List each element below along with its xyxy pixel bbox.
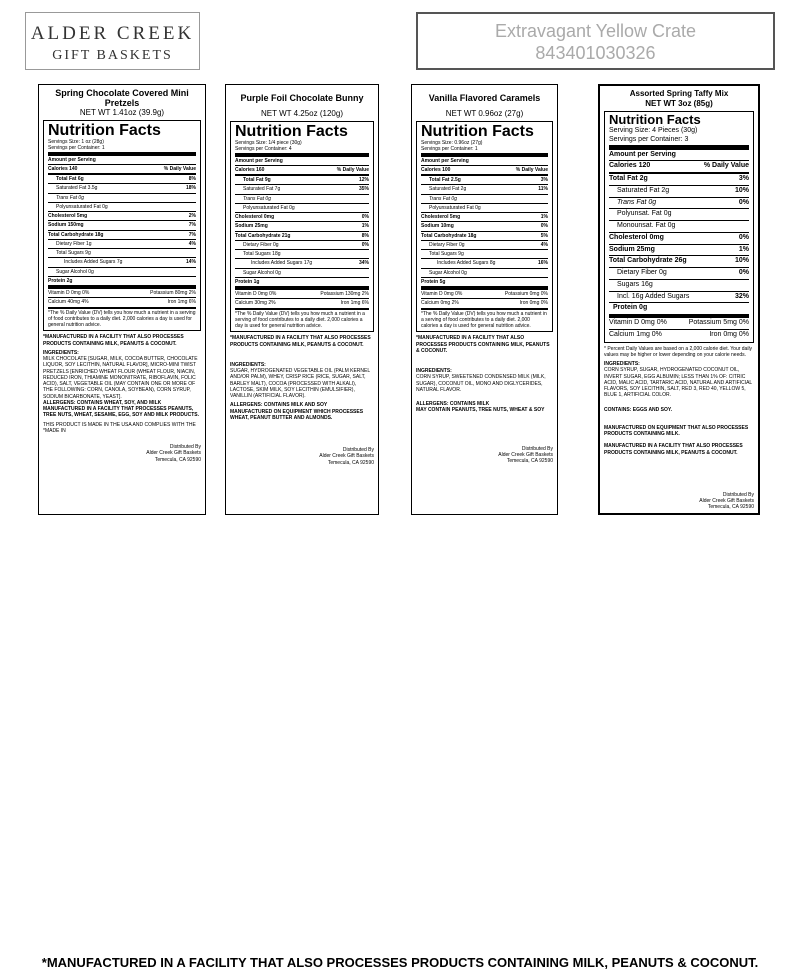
servings-per-container: Servings per Container: 1: [421, 146, 478, 153]
facility-notice: *MANUFACTURED IN A FACILITY THAT ALSO PROCESSES PRODUCTS CONTAINING MILK, PEANUTS & COCONUT.: [230, 335, 371, 348]
cholesterol-row: Cholesterol 0mg 0%: [609, 232, 749, 244]
allergens: ALLERGENS: CONTAINS MILK AND SOY: [230, 402, 328, 409]
product-name-box: [416, 12, 775, 70]
distributor-line-3: Temecula, CA 92590: [506, 458, 553, 464]
distributor-line-3: Temecula, CA 92590: [707, 504, 754, 511]
sugars-row: Sugars 16g: [609, 279, 749, 291]
facility-notice: *MANUFACTURED IN A FACILITY THAT ALSO PROCESSES PRODUCTS CONTAINING MILK, PEANUTS & COCONUT.: [416, 335, 550, 354]
sugar-alcohol-row: Sugar Alcohol 0g: [421, 268, 548, 277]
serving-size: Servings Size: 1/4 piece (30g): [235, 140, 302, 146]
poly-fat-row: Polyunsaturated Fat 0g: [235, 203, 369, 212]
calories-row: Calories 100 % Daily Value: [421, 166, 548, 173]
carb-row: Total Carbohydrate 18g 7%: [48, 231, 196, 238]
logo-line-2: GIFT BASKETS: [52, 48, 173, 63]
servings-per-container: Servings per Container: 4: [235, 146, 292, 153]
vitamin-row: Vitamin D 0mg 0% Potassium 80mg 2%: [48, 285, 196, 297]
calories-row: Calories 140 % Daily Value: [48, 165, 196, 172]
sodium-row: Sodium 10mg 0%: [421, 223, 548, 230]
vitamin-row: Vitamin D 0mg 0% Potassium 0mg 0%: [421, 286, 548, 298]
panel-net-weight: NET WT 1.41oz (39.9g): [79, 108, 165, 117]
panel-net-weight: NET WT 3oz (85g): [645, 99, 713, 108]
allergens-facility: MANUFACTURED IN A FACILITY THAT PROCESSES PEANUTS, TREE NUTS, WHEAT, SESAME, EGG, SOY AND MILK PRODUCTS.: [43, 406, 200, 419]
nutrition-facts-box: [604, 111, 754, 343]
distributor: [416, 446, 553, 465]
allergens: ALLERGENS: CONTAINS WHEAT, SOY, AND MILK: [43, 399, 162, 406]
added-sugars-row: Includes Added Sugars 7g 14%: [48, 257, 196, 266]
poly-fat-row: Polyunsaturated Fat 0g: [421, 203, 548, 212]
fiber-row: Dietary Fiber 1g 4%: [48, 239, 196, 248]
protein-row: Protein 2g: [48, 276, 196, 285]
distributor-line-2: Alder Creek Gift Baskets: [319, 453, 374, 460]
facility-notice: MANUFACTURED IN A FACILITY THAT ALSO PROCESSES PRODUCTS CONTAINING MILK, PEANUTS & COCONUT.: [604, 443, 743, 456]
distributor-line-2: Alder Creek Gift Baskets: [498, 451, 553, 458]
sodium-row: Sodium 150mg 7%: [48, 222, 196, 229]
distributor-line-3: Temecula, CA 92590: [327, 459, 374, 466]
calories-row: Calories 120 % Daily Value: [609, 160, 749, 172]
sat-fat-row: Saturated Fat 2g 11%: [421, 184, 548, 193]
nutrition-facts-heading: Nutrition Facts: [421, 123, 534, 140]
nutrition-facts-heading: Nutrition Facts: [609, 112, 701, 127]
fiber-row: Dietary Fiber 0g 0%: [235, 240, 369, 249]
label-panel-taffy: [598, 84, 760, 515]
equipment-notice: MANUFACTURED ON EQUIPMENT THAT ALSO PROCESSES PRODUCTS CONTAINING MILK.: [604, 424, 749, 437]
amount-per-serving: Amount per Serving: [609, 145, 749, 161]
sat-fat-row: Saturated Fat 2g 10%: [609, 185, 749, 197]
sodium-row: Sodium 25mg 1%: [609, 244, 749, 256]
allergens: ALLERGENS: CONTAINS MILK: [416, 401, 490, 407]
nutrition-facts-heading: Nutrition Facts: [48, 122, 161, 139]
bottom-facility-notice: *MANUFACTURED IN A FACILITY THAT ALSO PROCESSES PRODUCTS CONTAINING MILK, PEANUTS & COCONUT.: [41, 955, 759, 970]
poly-fat-row: Polyunsat. Fat 0g: [609, 208, 749, 220]
calcium-row: Calcium 0mg 2% Iron 0mg 0%: [421, 300, 548, 307]
total-fat-row: Total Fat 9g 12%: [235, 174, 369, 184]
panel-net-weight: NET WT 0.96oz (27g): [445, 109, 524, 118]
total-fat-row: Total Fat 6g 8%: [48, 173, 196, 183]
product-name: Extravagant Yellow Crate: [494, 21, 697, 41]
added-sugars-row: Includes Added Sugars 8g 16%: [421, 258, 548, 267]
calcium-row: Calcium 1mg 0% Iron 0mg 0%: [609, 329, 749, 341]
panel-title: Assorted Spring Taffy Mix: [629, 89, 729, 98]
fiber-row: Dietary Fiber 0g 4%: [421, 240, 548, 249]
panel-title: Spring Chocolate Covered Mini Pretzels: [55, 88, 189, 108]
carb-row: Total Carbohydrate 21g 8%: [235, 232, 369, 239]
distributor-line-3: Temecula, CA 92590: [154, 456, 201, 463]
added-sugars-row: Includes Added Sugars 17g 34%: [235, 258, 369, 267]
serving-size: Servings Size: 0.96oz (27g): [421, 140, 483, 146]
panel-title: Purple Foil Chocolate Bunny: [240, 93, 364, 103]
distributor: [43, 444, 201, 463]
added-sugars-row: Incl. 16g Added Sugars 32%: [609, 291, 749, 303]
carb-row: Total Carbohydrate 26g 10%: [609, 255, 749, 267]
ingredients-heading: INGREDIENTS:: [43, 349, 79, 356]
ingredients-text: CORN SYRUP, SUGAR, HYDROGENATED COCONUT OIL, INVERT SUGAR, EGG ALBUMIN; LESS THAN 1% OF: CITRIC ACID, MALIC ACID, TARTARIC ACID, NATURAL AND ARTIFICIAL FLAVORS, SOY LECITHIN, SALT, RED 3, RED 40, YELLOW 5, BLUE 1, ARTIFICIAL COLOR.: [604, 367, 752, 399]
distributor: [230, 447, 374, 466]
distributor: [604, 492, 754, 511]
ingredients-text: CORN SYRUP, SWEETENED CONDENSED MILK (MILK, SUGAR), COCONUT OIL, MONO AND DIGLYCERIDES, NATURAL FLAVOR.: [416, 374, 546, 393]
amount-per-serving: Amount per Serving: [48, 152, 196, 164]
ingredients-heading: INGREDIENTS:: [604, 361, 640, 367]
amount-per-serving: Amount per Serving: [235, 153, 369, 165]
protein-row: Protein 5g: [421, 277, 548, 286]
cholesterol-row: Cholesterol 0mg 0%: [235, 214, 369, 220]
fiber-row: Dietary Fiber 0g 0%: [609, 267, 749, 279]
total-fat-row: Total Fat 2.5g 3%: [421, 174, 548, 184]
poly-fat-row: Polyunsaturated Fat 0g: [48, 202, 196, 211]
label-panel-pretzels: [38, 84, 206, 515]
nutrition-facts-box: [230, 121, 374, 332]
servings-per-container: Servings per Container: 3: [609, 135, 689, 143]
trans-fat-row: Trans Fat 0g: [421, 194, 548, 203]
allergens-facility: MAY CONTAIN PEANUTS, TREE NUTS, WHEAT & SOY: [416, 407, 545, 414]
brand-logo: [25, 12, 200, 70]
protein-row: Protein 0g: [609, 302, 749, 314]
protein-row: Protein 1g: [235, 277, 369, 286]
sugars-row: Total Sugars 9g: [48, 248, 196, 257]
distributor-line-2: Alder Creek Gift Baskets: [146, 450, 201, 457]
allergens-facility: MANUFACTURED ON EQUIPMENT WHICH PROCESSES WHEAT, PEANUT BUTTER AND ALMONDS.: [230, 408, 364, 421]
vitamin-row: Vitamin D 0mg 0% Potassium 5mg 0%: [609, 314, 749, 329]
distributor-line-1: Distributed By: [722, 491, 754, 498]
cholesterol-row: Cholesterol 5mg 1%: [421, 214, 548, 220]
sat-fat-row: Saturated Fat 3.5g 18%: [48, 183, 196, 192]
trans-fat-row: Trans Fat 0g 0%: [609, 197, 749, 209]
cholesterol-row: Cholesterol 5mg 2%: [48, 213, 196, 219]
sugars-row: Total Sugars 9g: [421, 249, 548, 258]
mono-fat-row: Monounsat. Fat 0g: [609, 220, 749, 232]
sugar-alcohol-row: Sugar Alcohol 0g: [48, 267, 196, 276]
panel-net-weight: NET WT 4.25oz (120g): [261, 109, 343, 118]
distributor-line-2: Alder Creek Gift Baskets: [699, 498, 754, 504]
calcium-row: Calcium 30mg 2% Iron 1mg 6%: [235, 300, 369, 307]
servings-per-container: Servings per Container: 1: [48, 145, 105, 152]
contains-notice: CONTAINS: EGGS AND SOY.: [604, 406, 673, 413]
distributor-line-1: Distributed By: [342, 447, 374, 453]
logo-line-1: ALDER CREEK: [30, 23, 195, 44]
total-fat-row: Total Fat 2g 3%: [609, 172, 749, 185]
vitamin-row: Vitamin D 0mg 0% Potassium 130mg 2%: [235, 286, 369, 298]
dv-footnote: *The % Daily Value (DV) tells you how much a nutrient in a serving of food contributes to a daily diet. 2,000 calories a day is used for general nutrition advice.: [421, 308, 548, 331]
ingredients-text: MILK CHOCOLATE [SUGAR, MILK, COCOA BUTTER, CHOCOLATE LIQUOR, SOY LECITHIN, NATURAL FLAVOR], MICRO-MINI TWIST PRETZELS [ENRICHED WHEAT FLOUR (WHEAT FLOUR, NIACIN, REDUCED IRON, THIAMINE MONONITRATE, RIBOFLAVIN, FOLIC ACID), SALT, VEGETABLE OIL (MAY CONTAIN ONE OR MORE OF THE FOLLOWING: CORN, CANOLA, SOYBEAN), CORN SYRUP, SODIUM BICARBONATE, YEAST].: [43, 356, 198, 400]
trans-fat-row: Trans Fat 0g: [48, 193, 196, 202]
label-panel-bunny: [225, 84, 379, 515]
nutrition-facts-box: [43, 120, 201, 331]
amount-per-serving: Amount per Serving: [421, 153, 548, 165]
dv-footnote: *The % Daily Value (DV) tells you how much a nutrient in a serving of food contributes to a daily diet. 2,000 calories a day is used for general nutrition advice.: [48, 307, 196, 330]
sat-fat-row: Saturated Fat 7g 35%: [235, 184, 369, 193]
sugar-alcohol-row: Sugar Alcohol 0g: [235, 268, 369, 277]
usa-notice: THIS PRODUCT IS MADE IN THE USA AND COMPLIES WITH THE *MADE IN: [43, 421, 196, 434]
serving-size: Serving Size: 4 Pieces (30g): [609, 127, 698, 134]
product-code: 843401030326: [535, 43, 656, 63]
nutrition-facts-heading: Nutrition Facts: [235, 123, 348, 140]
sugars-row: Total Sugars 18g: [235, 249, 369, 258]
distributor-line-1: Distributed By: [169, 444, 201, 450]
carb-row: Total Carbohydrate 18g 5%: [421, 232, 548, 239]
ingredients-heading: INGREDIENTS:: [416, 368, 452, 374]
calcium-row: Calcium 40mg 4% Iron 1mg 6%: [48, 299, 196, 306]
sodium-row: Sodium 25mg 1%: [235, 223, 369, 230]
distributor-line-1: Distributed By: [521, 445, 553, 452]
panel-title: Vanilla Flavored Caramels: [428, 93, 541, 103]
ingredients-text: SUGAR, HYDROGENATED VEGETABLE OIL (PALM KERNEL AND/OR PALM), WHEY, CRISP RICE (RICE, SUGAR, SALT, BARLEY MALT), COCOA (PROCESSED WITH ALKALI), LACTOSE, SKIM MILK, SOY LECITHIN (EMULSIFIER), VANILLIN (ARTIFICIAL FLAVOR).: [230, 368, 370, 399]
nutrition-facts-box: [416, 121, 553, 332]
label-panel-caramels: [411, 84, 558, 515]
trans-fat-row: Trans Fat 0g: [235, 194, 369, 203]
calories-row: Calories 160 % Daily Value: [235, 166, 369, 173]
dv-footnote: *The % Daily Value (DV) tells you how much a nutrient in a serving of food contributes to a daily diet. 2,000 calories a day is used for general nutrition advice.: [235, 308, 369, 331]
facility-notice: *MANUFACTURED IN A FACILITY THAT ALSO PROCESSES PRODUCTS CONTAINING MILK, PEANUTS & COCONUT.: [43, 334, 184, 347]
serving-size: Servings Size: 1 oz (28g): [48, 139, 104, 145]
ingredients-heading: INGREDIENTS:: [230, 361, 266, 368]
dv-footnote: * Percent Daily Values are based on a 2,000 calorie diet. Your daily values may be higher or lower depending on your calorie needs.: [604, 345, 753, 358]
